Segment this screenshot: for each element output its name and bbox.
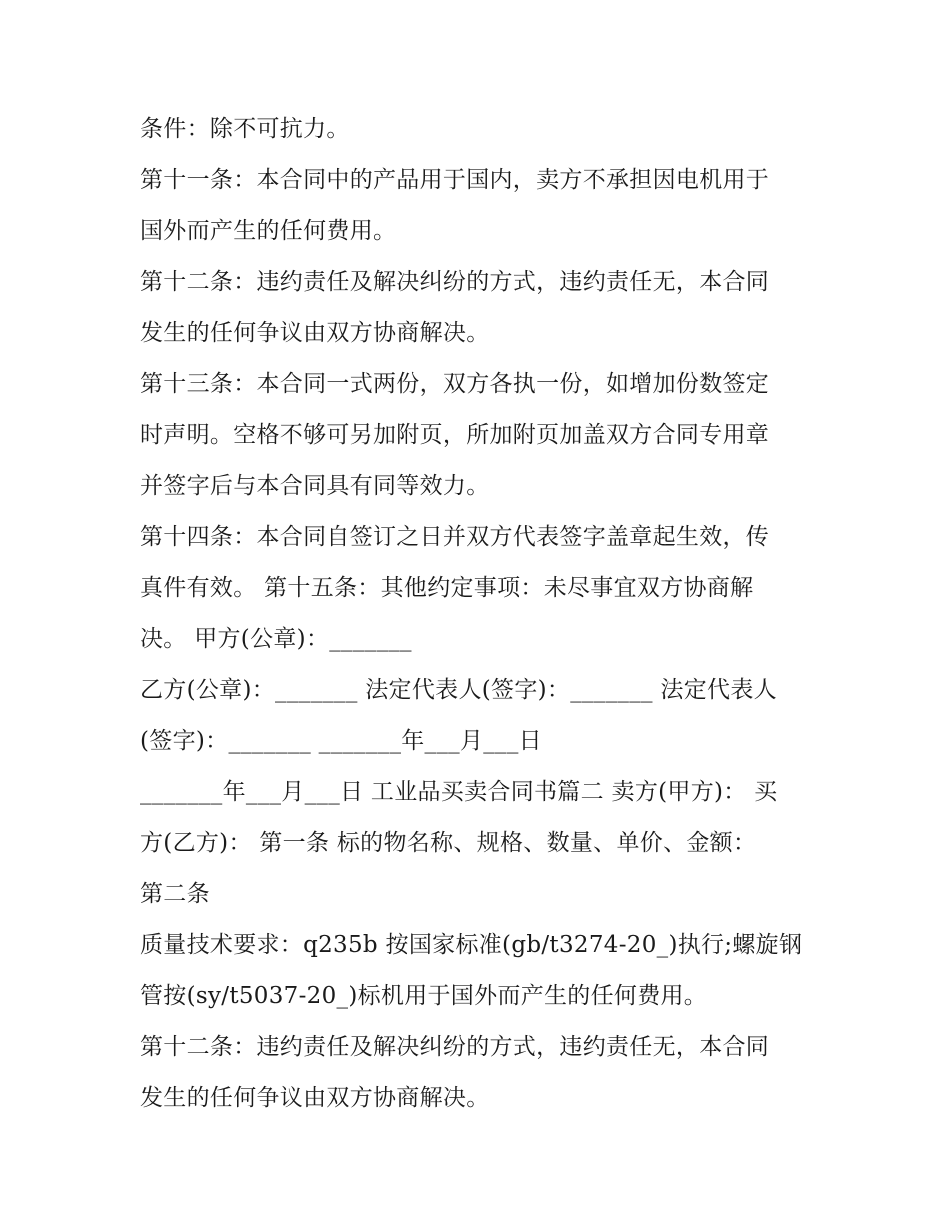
text-line: 发生的任何争议由双方协商解决。 [140,320,490,346]
text-line: 第二条 [140,881,210,907]
text-line: 时声明。空格不够可另加附页，所加附页加盖双方合同专用章 [140,422,770,448]
text-line: 第十三条：本合同一式两份，双方各执一份，如增加份数签定 [140,371,770,397]
text-line: 方(乙方)： 第一条 标的物名称、规格、数量、单价、金额： [140,830,757,856]
text-line: 国外而产生的任何费用。 [140,218,397,244]
text-line: 质量技术要求：q235b 按国家标准(gb/t3274-20_)执行;螺旋钢 [140,932,803,958]
text-line: 第十四条：本合同自签订之日并双方代表签字盖章起生效，传 [140,524,770,550]
document-body [140,104,830,1124]
text-line: 管按(sy/t5037-20_)标机用于国外而产生的任何费用。 [140,983,708,1009]
text-line: _______年___月___日 工业品买卖合同书篇二 卖方(甲方)： 买 [140,779,778,805]
text-line: 决。 甲方(公章)：_______ [140,626,412,652]
text-line: (签字)：_______ _______年___月___日 [140,728,542,754]
text-line: 乙方(公章)：_______ 法定代表人(签字)：_______ 法定代表人 [140,677,777,703]
text-line: 条件：除不可抗力。 [140,116,350,142]
text-line: 第十二条：违约责任及解决纠纷的方式，违约责任无，本合同 [140,269,770,295]
text-line: 第十二条：违约责任及解决纠纷的方式，违约责任无，本合同 [140,1034,770,1060]
text-line: 并签字后与本合同具有同等效力。 [140,473,490,499]
text-line: 发生的任何争议由双方协商解决。 [140,1085,490,1111]
text-line: 第十一条：本合同中的产品用于国内，卖方不承担因电机用于 [140,167,770,193]
text-line: 真件有效。 第十五条：其他约定事项：未尽事宜双方协商解 [140,575,754,601]
